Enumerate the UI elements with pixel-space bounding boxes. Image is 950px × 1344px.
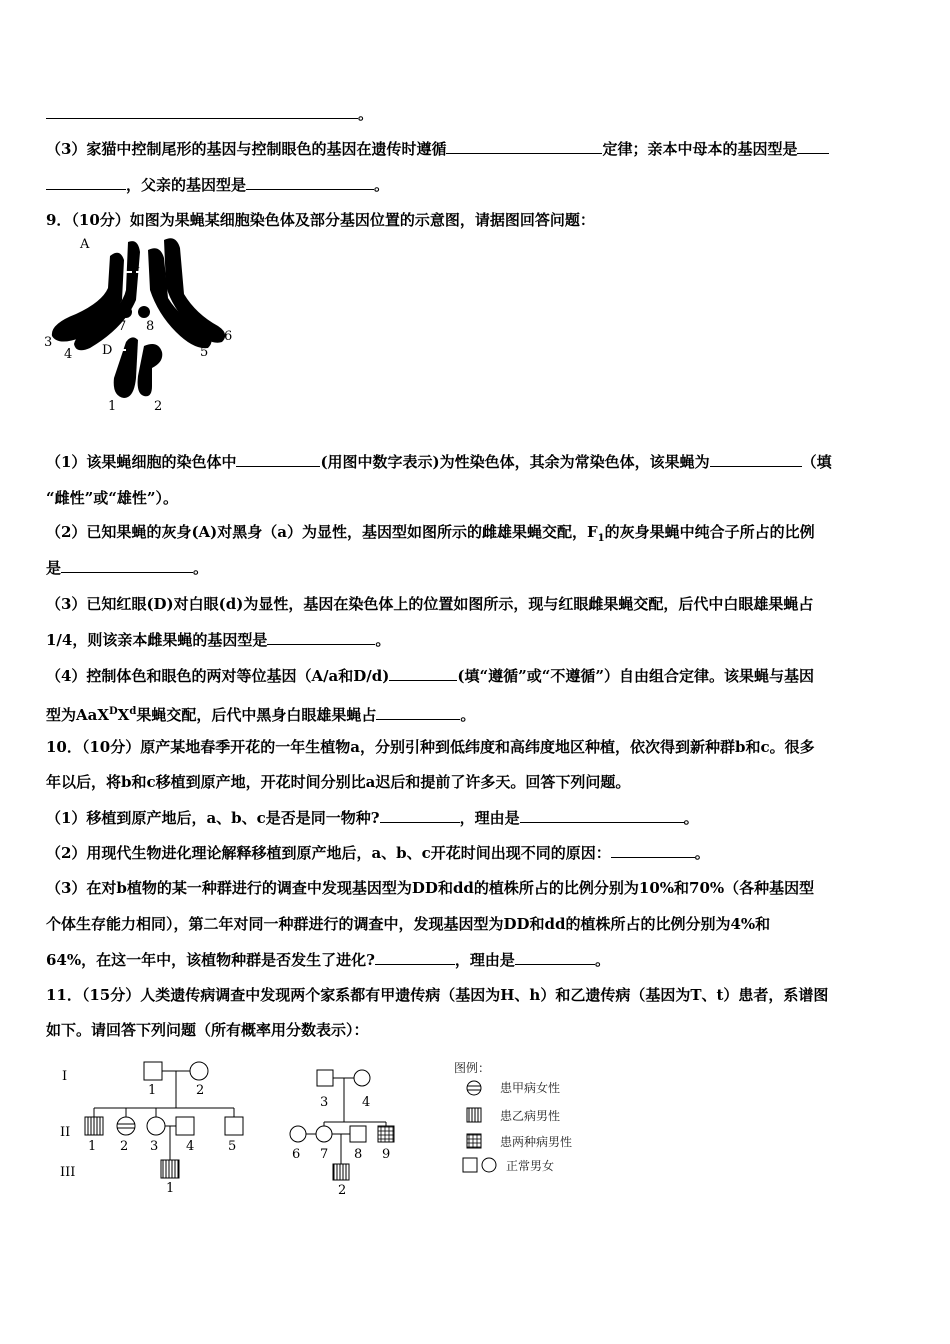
svg-text:2: 2 xyxy=(120,1139,129,1154)
q9-part4-line1: （4）控制体色和眼色的两对等位基因（A/a和D/d) (填“遵循”或“不遵循”）自由组合定律。该果蝇与基因 xyxy=(46,667,814,685)
chromosome-number-4: 4 xyxy=(64,347,73,362)
q11-title-line2: 如下。请回答下列问题（所有概率用分数表示）： xyxy=(46,1021,369,1039)
legend-normal-male-icon xyxy=(463,1158,477,1172)
chromosome-figure xyxy=(40,228,240,418)
generation-II: II xyxy=(60,1125,71,1140)
q10-part2: （2）用现代生物进化理论解释移植到原产地后，a、b、c开花时间出现不同的原因： 。 xyxy=(46,844,710,862)
chromosome-number-7: 7 xyxy=(118,319,127,334)
family1-I1-male xyxy=(144,1062,162,1080)
svg-text:5: 5 xyxy=(228,1139,237,1154)
q9-part1-line2: “雌性”或“雄性”）。 xyxy=(46,489,179,507)
svg-text:2: 2 xyxy=(196,1083,205,1098)
q9-part3-line2: 1/4，则该亲本雌果蝇的基因型是 。 xyxy=(46,631,391,649)
svg-text:1: 1 xyxy=(88,1139,97,1154)
chromosome-number-1: 1 xyxy=(108,399,117,414)
svg-text:患乙病男性: 患乙病男性 xyxy=(500,1109,561,1123)
svg-text:8: 8 xyxy=(354,1147,363,1162)
chromosome-number-3: 3 xyxy=(44,335,53,350)
answer-blank[interactable] xyxy=(515,950,595,965)
q8-part3-line1: （3）家猫中控制尾形的基因与控制眼色的基因在遗传时遵循 定律；亲本中母本的基因型是 xyxy=(46,139,829,159)
chromosome-8 xyxy=(138,306,150,318)
family1-II3-female xyxy=(147,1117,165,1135)
answer-blank[interactable] xyxy=(236,452,320,467)
chromosome-7 xyxy=(120,306,132,318)
family1-II5-male xyxy=(225,1117,243,1135)
gene-label-D: D xyxy=(102,343,113,358)
legend-title: 图例： xyxy=(454,1061,491,1075)
svg-text:4: 4 xyxy=(362,1095,371,1110)
svg-text:1: 1 xyxy=(166,1181,175,1196)
q9-part2-line1: （2）已知果蝇的灰身(A)对黑身（a）为显性，基因型如图所示的雌雄果蝇交配，$F_1$的灰身果蝇中纯合子所占的比例 xyxy=(46,523,815,544)
q9-part1-line1: （1）该果蝇细胞的染色体中 (用图中数字表示)为性染色体，其余为常染色体，该果蝇为 （填 xyxy=(46,453,832,471)
generation-III: III xyxy=(60,1165,76,1180)
answer-blank[interactable] xyxy=(797,139,829,154)
legend-both-diseases-male-icon xyxy=(467,1134,481,1148)
q9-part3-line1: （3）已知红眼(D)对白眼(d)为显性，基因在染色体上的位置如图所示，现与红眼雌果蝇交配，后代中白眼雄果蝇占 xyxy=(46,595,814,613)
answer-blank[interactable] xyxy=(520,808,684,823)
svg-text:4: 4 xyxy=(186,1139,195,1154)
svg-text:3: 3 xyxy=(150,1139,159,1154)
chromosome-number-6: 6 xyxy=(224,329,233,344)
answer-blank[interactable] xyxy=(389,666,457,681)
answer-blank[interactable] xyxy=(446,139,602,154)
svg-text:9: 9 xyxy=(382,1147,391,1162)
family2-II7-female xyxy=(316,1126,332,1142)
family2-III2-male-disease-b xyxy=(333,1164,349,1180)
legend-disease-b-male-icon xyxy=(467,1108,481,1122)
chromosome-number-5: 5 xyxy=(200,345,209,360)
svg-text:患两种病男性: 患两种病男性 xyxy=(500,1135,573,1149)
chromosome-number-2: 2 xyxy=(154,399,163,414)
answer-blank[interactable] xyxy=(380,808,460,823)
family2-II6-female xyxy=(290,1126,306,1142)
legend-disease-a-female-icon xyxy=(467,1081,481,1095)
family1-II2-female-disease-a xyxy=(117,1117,135,1135)
answer-blank[interactable] xyxy=(375,950,455,965)
q8-part3-line2: ，父亲的基因型是 。 xyxy=(46,175,389,195)
gene-label-a: a xyxy=(132,257,140,272)
q10-part3-line3: 64%，在这一年中，该植物种群是否发生了进化? ，理由是 。 xyxy=(46,951,610,969)
q10-title-line2: 年以后，将b和c移植到原产地，开花时间分别比a迟后和提前了许多天。回答下列问题。 xyxy=(46,773,631,791)
svg-text:3: 3 xyxy=(320,1095,329,1110)
answer-blank[interactable] xyxy=(611,843,695,858)
pedigree-figure xyxy=(48,1050,608,1200)
q9-part4-line2: 型为$AaX^DX^d$果蝇交配，后代中黑身白眼雄果蝇占 。 xyxy=(46,706,476,724)
answer-blank[interactable] xyxy=(46,175,126,190)
family1-I2-female xyxy=(190,1062,208,1080)
generation-I: I xyxy=(62,1069,68,1084)
q10-part1: （1）移植到原产地后，a、b、c是否是同一物种? ，理由是 。 xyxy=(46,809,699,827)
svg-text:2: 2 xyxy=(338,1183,347,1198)
answer-blank[interactable] xyxy=(46,104,358,119)
chromosome-2 xyxy=(138,344,163,396)
chromosome-1 xyxy=(114,337,138,398)
q9-part2-line2: 是 。 xyxy=(46,559,209,577)
q10-title-line1: 10．（10分）原产某地春季开花的一年生植物a，分别引种到低纬度和高纬度地区种植，依次得到新种群b和c。很多 xyxy=(46,738,815,756)
legend-normal-female-icon xyxy=(482,1158,496,1172)
answer-blank[interactable] xyxy=(710,452,802,467)
answer-blank[interactable] xyxy=(246,175,374,190)
q10-part3-line2: 个体生存能力相同），第二年对同一种群进行的调查中，发现基因型为DD和dd的植株所占的比例分别为4%和 xyxy=(46,915,771,933)
q11-title-line1: 11．（15分）人类遗传病调查中发现两个家系都有甲遗传病（基因为H、h）和乙遗传病（基因为T、t）患者，系谱图 xyxy=(46,986,829,1004)
svg-text:6: 6 xyxy=(292,1147,301,1162)
family1-II1-male-disease-b xyxy=(85,1117,103,1135)
q10-part3-line1: （3）在对b植物的某一种群进行的调查中发现基因型为DD和dd的植株所占的比例分别为10%和70%（各种基因型 xyxy=(46,879,815,897)
answer-blank[interactable] xyxy=(376,705,460,720)
q9-title: 9．（10分）如图为果蝇某细胞染色体及部分基因位置的示意图，请据图回答问题： xyxy=(46,211,595,229)
family2-I3-male xyxy=(317,1070,333,1086)
chromosome-number-8: 8 xyxy=(146,319,155,334)
gene-label-A: A xyxy=(80,237,90,252)
svg-text:1: 1 xyxy=(148,1083,157,1098)
svg-text:正常男女: 正常男女 xyxy=(506,1159,555,1173)
q8-tail-line: 。 xyxy=(46,104,373,124)
answer-blank[interactable] xyxy=(267,630,375,645)
family2-I4-female xyxy=(354,1070,370,1086)
svg-text:患甲病女性: 患甲病女性 xyxy=(500,1081,561,1095)
svg-text:7: 7 xyxy=(320,1147,329,1162)
family1-II4-male xyxy=(176,1117,194,1135)
family1-III1-male-disease-b xyxy=(161,1160,179,1178)
family2-II8-male xyxy=(350,1126,366,1142)
answer-blank[interactable] xyxy=(61,558,193,573)
family2-II9-male-both-diseases xyxy=(378,1126,394,1142)
